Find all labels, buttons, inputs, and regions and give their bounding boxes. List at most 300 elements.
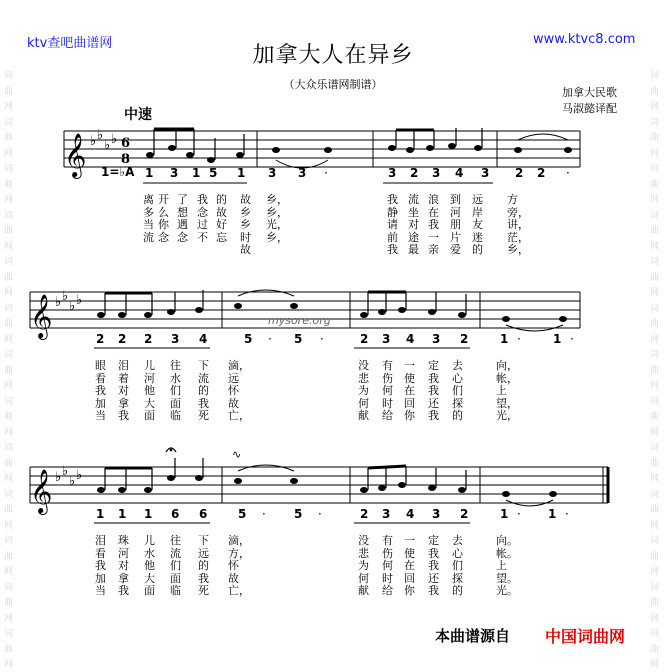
lyric-syllable: 故: [228, 571, 239, 585]
lyric-syllable: 下: [198, 534, 209, 547]
lyric-column: [198, 535, 209, 598]
lyric-syllable: 没: [358, 534, 369, 547]
lyric-syllable: 亡，: [228, 584, 250, 597]
lyric-column: [228, 360, 250, 423]
lyric-column: [496, 360, 518, 423]
lyric-syllable: 上: [496, 559, 507, 572]
lyric-syllable: 讲，: [507, 218, 529, 231]
lyric-syllable: 友: [472, 218, 483, 231]
augmentation-dot: ·: [565, 507, 569, 521]
svg-text:♭: ♭: [69, 299, 76, 314]
jianpu-note: 2: [537, 166, 546, 180]
lyric-syllable: 泪: [118, 359, 129, 372]
lyric-syllable: 往: [170, 534, 181, 547]
lyric-syllable: 们: [170, 559, 181, 572]
watermark-char: 网: [4, 288, 14, 298]
lyric-syllable: 流: [198, 371, 209, 385]
watermark-char: 词: [650, 489, 660, 500]
lyric-syllable: 忘: [216, 230, 227, 244]
lyric-syllable: 故: [228, 396, 239, 410]
lyric-syllable: 面: [170, 571, 181, 585]
jianpu-note: 1: [144, 507, 153, 521]
lyric-syllable: 怀: [228, 559, 239, 572]
lyric-syllable: 我: [118, 584, 129, 597]
lyric-syllable: 临: [170, 409, 181, 422]
watermark-char: 词: [650, 582, 660, 593]
site-link-left[interactable]: ktv查吧曲谱网: [27, 36, 113, 51]
watermark-char: 网: [4, 381, 14, 391]
lyric-syllable: 上: [496, 384, 507, 397]
lyric-syllable: 面: [144, 409, 155, 422]
lyric-syllable: 伤: [382, 546, 393, 560]
jianpu-note: 4: [199, 332, 208, 346]
watermark-char: 网: [650, 102, 660, 112]
lyric-syllable: 流: [408, 193, 419, 206]
lyric-syllable: 我: [428, 218, 439, 231]
watermark-char: 曲: [650, 505, 660, 515]
watermark-char: 网: [4, 613, 14, 624]
lyric-column: [197, 194, 208, 244]
watermark-char: 词: [4, 396, 14, 407]
jianpu-note: 2: [460, 332, 469, 346]
lyric-syllable: 亡，: [228, 409, 250, 422]
lyric-syllable: 我: [428, 409, 439, 422]
lyric-syllable: 们: [170, 384, 181, 397]
lyric-column: [382, 360, 393, 423]
watermark-char: 网: [4, 427, 14, 438]
jianpu-note: 3: [432, 507, 441, 521]
lyric-syllable: 泪: [95, 534, 106, 547]
lyric-syllable: 没: [358, 359, 369, 372]
song-subtitle: （大众乐谱网制谱）: [283, 78, 383, 91]
jianpu-note: 2: [515, 166, 524, 180]
lyric-syllable: 时: [382, 571, 393, 585]
lyric-syllable: 拿: [118, 396, 129, 410]
lyric-syllable: 念: [158, 230, 169, 244]
lyric-column: [428, 360, 439, 423]
jianpu-note: 5: [209, 166, 218, 180]
watermark-char: 曲: [4, 365, 14, 376]
lyric-column: [428, 535, 439, 598]
lyric-syllable: 流: [143, 230, 154, 244]
lyric-syllable: 故: [240, 193, 251, 206]
jianpu-note: 2: [410, 166, 419, 180]
jianpu-note: 3: [432, 332, 441, 346]
lyric-syllable: 不: [197, 230, 208, 244]
jianpu-note: 3: [170, 166, 179, 180]
source-label: 本曲谱源自: [435, 627, 511, 645]
lyric-column: [358, 360, 369, 423]
lyric-syllable: 亲: [428, 243, 439, 256]
watermark-char: 网: [4, 660, 14, 670]
watermark-char: 网: [650, 567, 660, 577]
watermark-char: 曲: [4, 458, 14, 469]
svg-text:6: 6: [121, 136, 131, 151]
augmentation-dot: ·: [570, 332, 574, 346]
watermark-char: 词: [650, 257, 660, 267]
lyric-syllable: 大: [144, 571, 155, 585]
lyric-syllable: 对: [118, 384, 129, 397]
lyric-syllable: 光，: [496, 409, 518, 422]
staff-system-1: [64, 131, 580, 167]
lyric-column: [95, 360, 106, 423]
lyric-syllable: 爱: [450, 243, 461, 256]
jianpu-note: 3: [382, 332, 391, 346]
lyric-syllable: 我: [387, 193, 398, 206]
jianpu-note: 4: [455, 166, 464, 180]
lyric-syllable: 下: [198, 359, 209, 372]
lyric-syllable: 我: [387, 243, 398, 256]
lyric-column: [404, 360, 415, 423]
lyric-syllable: 的: [198, 384, 209, 397]
lyric-syllable: 我: [95, 384, 106, 397]
lyric-syllable: 乡，: [266, 193, 288, 206]
svg-text:♭: ♭: [76, 468, 83, 483]
watermark-char: 词: [650, 164, 660, 174]
jianpu-note: 1: [145, 166, 154, 180]
lyric-syllable: 珠: [118, 534, 129, 547]
jianpu-note: 3: [171, 332, 180, 346]
watermark-char: 词: [650, 350, 660, 360]
lyric-column: [170, 535, 181, 598]
watermark-char: 网: [650, 334, 660, 345]
lyric-column: [118, 535, 129, 598]
watermark-char: 词: [650, 303, 660, 314]
staff-watermark: mysore.org: [268, 314, 331, 327]
watermark-char: 曲: [650, 458, 660, 469]
jianpu-note: 3: [432, 166, 441, 180]
lyric-syllable: 回: [404, 571, 415, 585]
watermark-char: 曲: [4, 319, 14, 329]
lyric-syllable: 过: [197, 218, 208, 231]
watermark-char: 曲: [4, 598, 14, 608]
lyric-column: [404, 535, 415, 598]
lyric-syllable: 在: [404, 559, 415, 572]
lyric-column: [143, 194, 154, 244]
watermark-char: 曲: [4, 226, 14, 236]
lyric-syllable: 请: [387, 218, 398, 231]
lyric-syllable: 远: [472, 193, 483, 206]
jianpu-note: 6: [171, 507, 180, 521]
lyric-syllable: 河: [144, 371, 155, 385]
lyric-syllable: 乡，: [266, 205, 288, 219]
watermark-char: 网: [4, 102, 14, 112]
watermark-char: 词: [650, 443, 660, 453]
watermark-char: 曲: [4, 272, 14, 283]
lyric-syllable: 一: [404, 359, 415, 372]
lyric-syllable: 们: [452, 384, 463, 397]
watermark-char: 网: [650, 427, 660, 438]
svg-text:♭: ♭: [55, 470, 62, 485]
lyric-syllable: 一: [404, 534, 415, 547]
lyric-syllable: 儿: [144, 534, 155, 547]
treble-clef: [30, 133, 86, 515]
jianpu-note: 2: [360, 332, 369, 346]
watermark-char: 网: [4, 195, 14, 205]
augmentation-dot: ·: [517, 332, 521, 346]
lyric-syllable: 悲: [358, 546, 369, 560]
lyric-syllable: 眼: [95, 359, 106, 372]
lyric-syllable: 着: [118, 371, 129, 385]
svg-text:𝄞: 𝄞: [30, 469, 53, 513]
lyric-syllable: 你: [404, 584, 415, 597]
lyric-syllable: 有: [382, 359, 393, 372]
lyric-syllable: 心: [452, 371, 463, 385]
watermark-char: 词: [650, 629, 660, 639]
lyric-column: [382, 535, 393, 598]
lyric-syllable: 望，: [496, 396, 518, 410]
jianpu-note: 2: [460, 507, 469, 521]
lyric-column: [144, 360, 155, 423]
lyric-syllable: 在: [428, 205, 439, 219]
svg-text:𝄞: 𝄞: [64, 133, 87, 177]
jianpu-note: 1: [192, 166, 201, 180]
lyric-syllable: 乡: [240, 205, 251, 219]
jianpu-note: 1: [553, 332, 562, 346]
jianpu-note: 2: [118, 332, 127, 346]
lyric-syllable: 岸: [472, 205, 483, 219]
lyric-syllable: 最: [408, 243, 419, 256]
lyric-syllable: 帐。: [496, 546, 518, 560]
lyric-syllable: 看: [95, 546, 106, 560]
watermark-char: 网: [4, 520, 14, 531]
lyric-syllable: 流: [170, 546, 181, 560]
augmentation-dot: ·: [320, 332, 324, 346]
song-origin: 加拿大民歌: [562, 86, 617, 99]
svg-text:8: 8: [121, 152, 131, 167]
watermark-char: 词: [4, 536, 14, 546]
lyric-syllable: 好: [216, 218, 227, 231]
lyric-syllable: 水: [170, 371, 181, 385]
song-arranger: 马淑懿译配: [562, 102, 617, 115]
lyric-column: [158, 194, 169, 244]
mordent-icon: ∿: [232, 448, 242, 461]
lyric-syllable: 迷: [472, 230, 483, 244]
lyric-syllable: 光。: [496, 584, 518, 597]
lyric-column: [387, 194, 398, 257]
watermark-char: 网: [650, 381, 660, 391]
lyric-syllable: 我: [428, 584, 439, 597]
lyric-syllable: 方，: [228, 546, 250, 560]
note-stems: [105, 128, 482, 490]
augmentation-dot: ·: [324, 166, 328, 180]
lyric-column: [452, 535, 463, 598]
lyric-syllable: 使: [404, 546, 415, 560]
lyric-syllable: 开: [158, 193, 169, 206]
svg-text:♭: ♭: [55, 295, 62, 310]
watermark-char: 曲: [650, 133, 660, 143]
watermark-char: 曲: [4, 412, 14, 422]
watermark-char: 曲: [4, 86, 14, 97]
lyric-syllable: 我: [428, 371, 439, 385]
lyric-syllable: 探: [452, 396, 463, 410]
lyric-syllable: 滴，: [228, 534, 250, 547]
lyric-syllable: 向，: [496, 359, 518, 372]
watermark-char: 网: [650, 520, 660, 531]
augmentation-dot: ·: [262, 507, 266, 521]
lyric-syllable: 儿: [144, 359, 155, 372]
augmentation-dot: ·: [318, 507, 322, 521]
augmentation-dot: ·: [268, 332, 272, 346]
lyric-syllable: 我: [197, 193, 208, 206]
lyric-syllable: 怀: [228, 384, 239, 397]
watermark-char: 词: [650, 71, 660, 81]
watermark-char: 曲: [4, 551, 14, 562]
watermark-char: 网: [4, 567, 14, 577]
watermark-char: 网: [4, 474, 14, 484]
lyric-syllable: 乡，: [266, 230, 288, 244]
watermark-char: 网: [650, 660, 660, 670]
staff-system-3: [30, 467, 608, 503]
lyric-syllable: 当: [95, 409, 106, 422]
svg-text:♭: ♭: [62, 464, 69, 479]
lyric-column: [118, 360, 129, 423]
watermark-char: 曲: [4, 133, 14, 143]
lyric-syllable: 何: [358, 571, 369, 585]
lyric-syllable: 为: [358, 559, 369, 572]
lyric-syllable: 为: [358, 384, 369, 397]
lyric-syllable: 对: [118, 559, 129, 572]
lyric-syllable: 方: [507, 193, 518, 206]
watermark-char: 曲: [650, 179, 660, 190]
watermark-char: 词: [4, 489, 14, 500]
lyric-column: [95, 535, 106, 598]
lyric-syllable: 我: [118, 409, 129, 422]
lyric-syllable: 光，: [266, 218, 288, 231]
watermark-char: 词: [4, 71, 14, 81]
watermark-char: 词: [4, 303, 14, 314]
lyric-syllable: 拿: [118, 571, 129, 585]
lyric-syllable: 何: [382, 384, 393, 397]
lyric-syllable: 到: [450, 193, 461, 206]
lyric-syllable: 远: [228, 371, 239, 385]
lyric-syllable: 在: [404, 384, 415, 397]
watermark-char: 曲: [650, 226, 660, 236]
lyric-syllable: 献: [358, 409, 369, 422]
lyric-column: [240, 194, 251, 257]
lyric-syllable: 何: [382, 559, 393, 572]
watermark-char: 网: [4, 334, 14, 345]
watermark-char: 网: [4, 148, 14, 159]
lyric-syllable: 念: [197, 205, 208, 219]
source-link[interactable]: 中国词曲网: [545, 627, 626, 646]
jianpu-note: 4: [406, 507, 415, 521]
watermark-char: 词: [650, 536, 660, 546]
lyric-syllable: 水: [144, 546, 155, 560]
key-signature: 1=♭A: [101, 165, 135, 179]
lyric-syllable: 前: [387, 230, 398, 244]
lyric-column: [170, 360, 181, 423]
time-signature: [121, 136, 130, 167]
lyric-column: [228, 535, 250, 598]
svg-text:𝄞: 𝄞: [30, 294, 53, 338]
lyric-syllable: 我: [428, 384, 439, 397]
jianpu-note: 5: [238, 507, 247, 521]
jianpu-note: 6: [199, 507, 208, 521]
lyric-syllable: 去: [452, 359, 463, 372]
lyric-syllable: 我: [428, 546, 439, 560]
lyric-syllable: 对: [408, 218, 419, 231]
watermark-char: 曲: [650, 644, 660, 655]
svg-text:♭: ♭: [111, 132, 118, 147]
lyric-syllable: 你: [158, 218, 169, 231]
watermark-char: 网: [650, 474, 660, 484]
lyric-syllable: 还: [428, 571, 439, 585]
jianpu-note: 2: [96, 332, 105, 346]
lyric-syllable: 乡: [240, 218, 251, 231]
lyric-column: [452, 360, 463, 423]
lyric-syllable: 片: [450, 230, 461, 244]
tempo-marking: 中速: [124, 107, 152, 123]
lyric-syllable: 临: [170, 584, 181, 597]
lyric-column: [507, 194, 529, 257]
site-link-right[interactable]: www.ktvc8.com: [533, 32, 636, 47]
jianpu-note: 2: [144, 332, 153, 346]
jianpu-note: 1: [237, 166, 246, 180]
lyric-syllable: 使: [404, 371, 415, 385]
lyric-syllable: 故: [216, 205, 227, 219]
lyric-syllable: 乡，: [507, 243, 529, 256]
svg-text:♭: ♭: [62, 289, 69, 304]
lyric-syllable: 面: [170, 396, 181, 410]
lyric-syllable: 加: [95, 571, 106, 585]
watermark-char: 词: [4, 443, 14, 453]
lyric-syllable: 帐，: [496, 371, 518, 385]
lyric-column: [358, 535, 369, 598]
lyric-syllable: 的: [452, 584, 463, 597]
lyric-syllable: 献: [358, 584, 369, 597]
lyric-column: [216, 194, 227, 244]
lyric-syllable: 旁，: [507, 205, 529, 219]
watermark-char: 词: [650, 210, 660, 221]
lyric-syllable: 还: [428, 396, 439, 410]
lyric-syllable: 离: [143, 193, 154, 206]
watermark-char: 词: [4, 117, 14, 128]
augmentation-dot: ·: [517, 507, 521, 521]
lyric-column: [428, 194, 439, 257]
lyric-syllable: 远: [198, 546, 209, 560]
lyric-syllable: 遇: [177, 218, 188, 231]
lyric-syllable: 死: [198, 409, 209, 422]
watermark-char: 曲: [650, 86, 660, 97]
augmentation-dot: ·: [566, 166, 570, 180]
svg-text:♭: ♭: [97, 128, 104, 143]
lyric-syllable: 定: [428, 359, 439, 372]
watermark-char: 曲: [4, 179, 14, 190]
svg-text:♭: ♭: [90, 134, 97, 149]
lyric-syllable: 么: [158, 205, 169, 219]
lyric-syllable: 往: [170, 359, 181, 372]
watermark-char: 曲: [650, 598, 660, 608]
jianpu-note: 3: [298, 166, 307, 180]
watermark-char: 网: [650, 241, 660, 252]
watermark-char: 词: [650, 117, 660, 128]
watermark-char: 词: [4, 164, 14, 174]
watermark-char: 词: [4, 257, 14, 267]
lyric-syllable: 想: [177, 205, 188, 219]
jianpu-note: 3: [481, 166, 490, 180]
watermark-char: 曲: [650, 551, 660, 562]
lyric-syllable: 我: [428, 559, 439, 572]
lyric-syllable: 死: [198, 584, 209, 597]
watermark-char: 词: [4, 629, 14, 639]
svg-text:♭: ♭: [69, 474, 76, 489]
lyric-syllable: 朋: [450, 218, 461, 231]
lyric-syllable: 念: [177, 230, 188, 244]
lyric-syllable: 一: [428, 230, 439, 244]
watermark-char: 网: [650, 613, 660, 624]
lyric-column: [177, 194, 188, 244]
